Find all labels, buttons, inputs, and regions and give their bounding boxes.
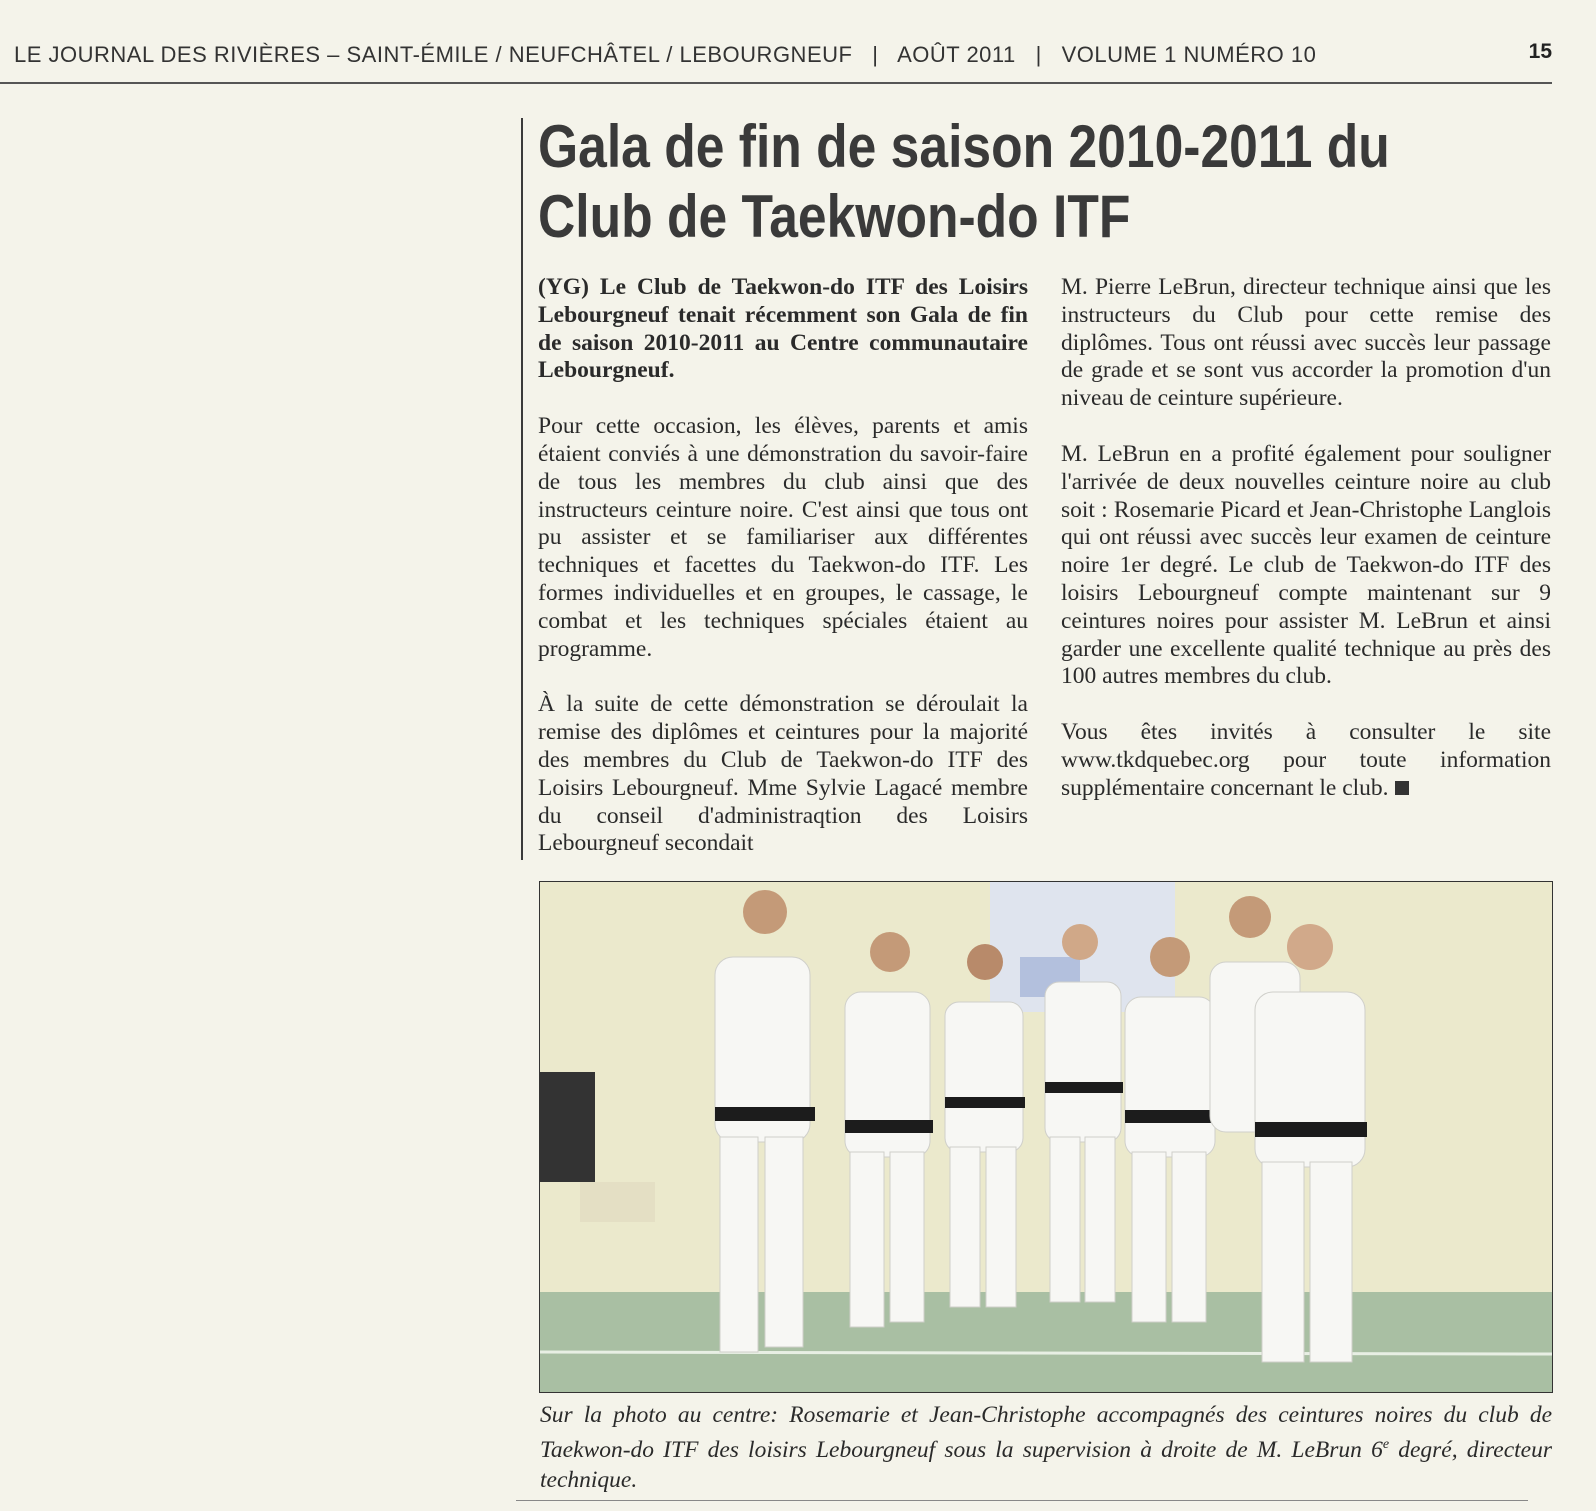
page-number: 15 <box>1528 40 1552 63</box>
equipment-stand <box>540 1072 595 1182</box>
headline-line-2: Club de Taekwon-do ITF <box>538 183 1131 250</box>
running-head: LE JOURNAL DES RIVIÈRES – SAINT-ÉMILE / NEUFCHÂTEL / LEBOURGNEUF | AOÛT 2011 | VOLUME 1 NUMÉRO 10 <box>14 42 1317 67</box>
article-column-right <box>1061 274 1551 831</box>
group-photo <box>539 881 1553 1393</box>
caption-text: Sur la photo au centre: Rosemarie et Jean-Christophe accompagnés des ceintures noires du club de Taekwon-do ITF des loisirs Lebourgneuf sous la supervision à droite de M. LeBrun 6 <box>540 1402 1552 1463</box>
article-paragraph-3: M. Pierre LeBrun, directeur technique ainsi que les instructeurs du Club pour cette remise des diplômes. Tous ont réussi avec succès leur passage de grade et se sont vus accorder la promotion d'un niveau de ceinture supérieure. <box>1061 274 1551 412</box>
article-paragraph-2: À la suite de cette démonstration se déroulait la remise des diplômes et ceintures pour la majorité des membres du Club de Taekwon-do ITF des Loisirs Lebourgneuf. Mme Sylvie Lagacé membre du conseil d'administraqtion des Loisirs Lebourgneuf secondait <box>538 691 1028 857</box>
footer-rule <box>516 1500 1528 1501</box>
gym-floor <box>540 1292 1552 1392</box>
figure-1 <box>715 890 815 1352</box>
article-headline <box>538 112 1398 252</box>
article-lede: (YG) Le Club de Taekwon-do ITF des Loisirs Lebourgneuf tenait récemment son Gala de fin de saison 2010-2011 au Centre communautaire Lebourgneuf. <box>538 274 1028 384</box>
floor-line <box>540 1352 1552 1354</box>
article-paragraph-5 <box>1061 719 1551 802</box>
closing-paragraph-text: Vous êtes invités à consulter le site www.tkdquebec.org pour toute information supplémentaire concernant le club. <box>1061 719 1551 801</box>
header-rule <box>0 82 1552 84</box>
equipment-box <box>580 1182 655 1222</box>
caption-superscript: e <box>1382 1437 1390 1452</box>
article-column-left <box>538 274 1028 886</box>
headline-line-1: Gala de fin de saison 2010-2011 du <box>538 113 1390 180</box>
article-paragraph-4: M. LeBrun en a profité également pour souligner l'arrivée de deux nouvelles ceinture noire au club soit : Rosemarie Picard et Jean-Christophe Langlois qui ont réussi avec succès leur examen de ceinture noire 1er degré. Le club de Taekwon-do ITF des loisirs Lebourgneuf compte maintenant sur 9 ceintures noires pour assister M. LeBrun et ainsi garder une excellente qualité technique au près des 100 autres membres du club. <box>1061 440 1551 690</box>
end-of-article-mark <box>1395 781 1409 795</box>
page-header <box>0 36 1552 82</box>
group-photo-illustration <box>540 882 1552 1392</box>
column-divider-rule <box>521 118 523 860</box>
article-paragraph-1: Pour cette occasion, les élèves, parents et amis étaient conviés à une démonstration du savoir-faire de tous les membres du club ainsi que des instructeurs ceinture noire. C'est ainsi que tous ont pu assister et se familiariser aux différentes techniques et facettes du Taekwon-do ITF. Les formes individuelles et en groupes, le cassage, le combat et les techniques spéciales étaient au programme. <box>538 413 1028 662</box>
photo-caption <box>540 1400 1552 1495</box>
caption-text-end: degré, directeur technique. <box>540 1436 1553 1493</box>
